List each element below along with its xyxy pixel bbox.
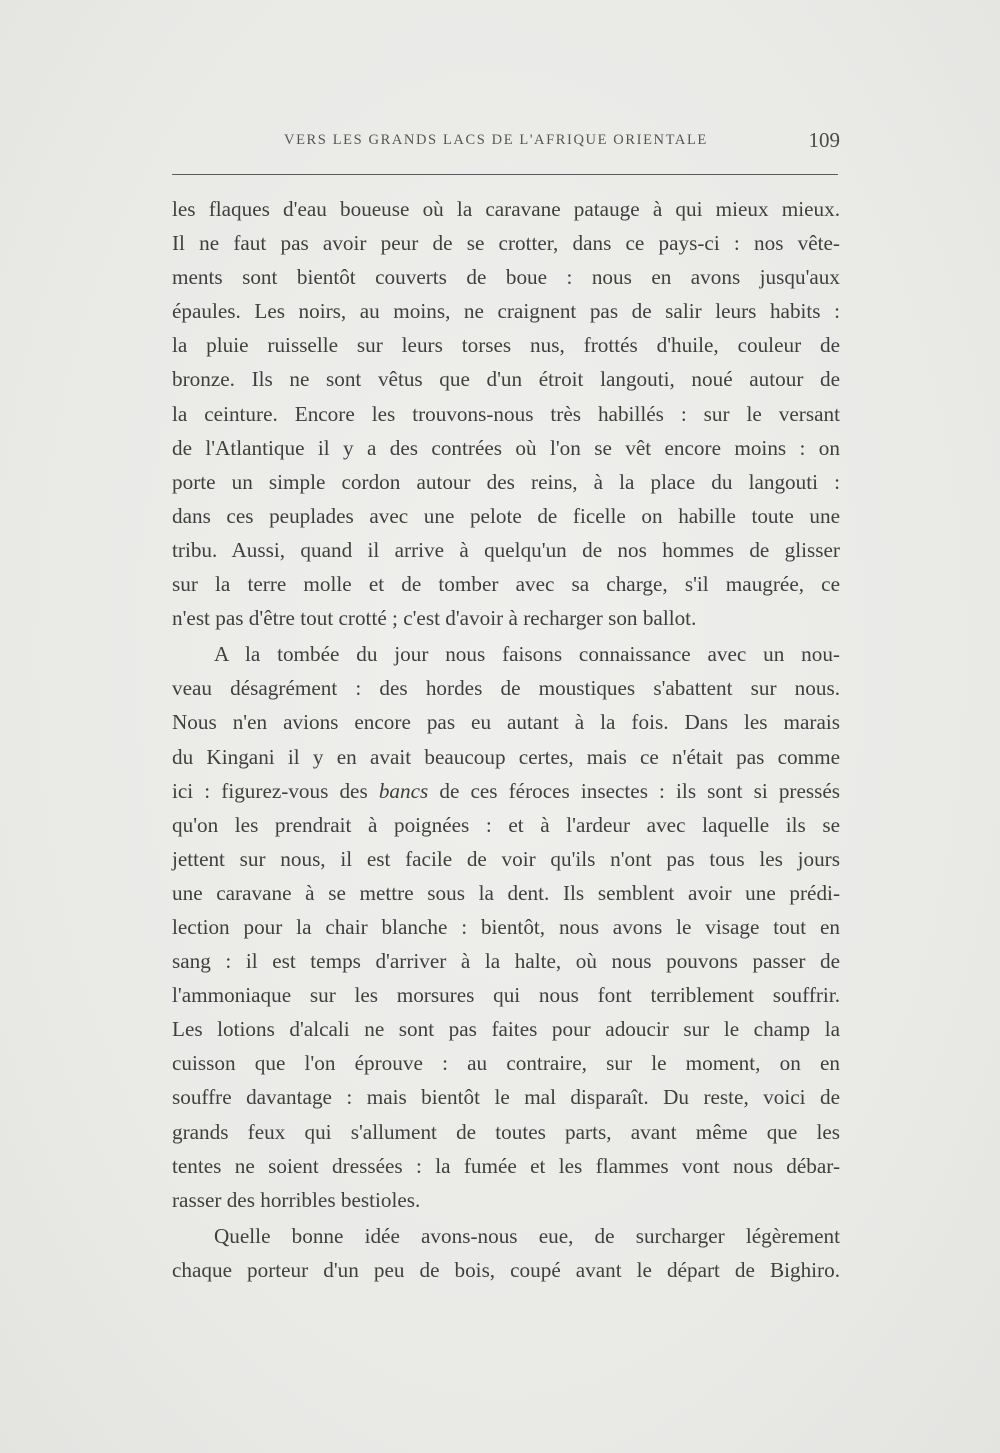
text-line: bronze. Ils ne sont vêtus que d'un étroit langouti, noué autour de [172, 367, 840, 392]
text-line: Nous n'en avions encore pas eu autant à la fois. Dans les marais [172, 710, 840, 735]
text-line: qu'on les prendrait à poignées : et à l'ardeur avec laquelle ils se [172, 812, 840, 837]
text-line: veau désagrément : des hordes de moustiques s'abattent sur nous. [172, 676, 840, 701]
text-line: Il ne faut pas avoir peur de se crotter, dans ce pays-ci : nos vête- [172, 231, 840, 256]
text-line: l'ammoniaque sur les morsures qui nous font terriblement souffrir. [172, 983, 840, 1008]
running-title: VERS LES GRANDS LACS DE L'AFRIQUE ORIENTALE [284, 132, 708, 148]
text-line: rasser des horribles bestioles. [172, 1187, 421, 1212]
text-line: du Kingani il y en avait beaucoup certes, mais ce n'était pas comme [172, 744, 840, 769]
paragraph-3 [172, 1219, 840, 1287]
paragraph-1 [172, 192, 840, 635]
text-line: A la tombée du jour nous faisons connaissance avec un nou- [214, 642, 840, 667]
body-text [172, 192, 840, 1287]
italic-word: bancs [378, 778, 429, 803]
text-segment: de ces féroces insectes : ils sont si pressés [439, 778, 841, 803]
text-line: grands feux qui s'allument de toutes parts, avant même que les [172, 1119, 840, 1144]
text-line: cuisson que l'on éprouve : au contraire, sur le moment, on en [172, 1051, 840, 1076]
text-line: sur la terre molle et de tomber avec sa charge, s'il maugrée, ce [172, 572, 840, 597]
text-line: chaque porteur d'un peu de bois, coupé avant le départ de Bighiro. [172, 1257, 840, 1282]
text-line: sang : il est temps d'arriver à la halte, où nous pouvons passer de [172, 949, 840, 974]
text-line: de l'Atlantique il y a des contrées où l'on se vêt encore moins : on [172, 435, 840, 460]
text-line: n'est pas d'être tout crotté ; c'est d'avoir à recharger son ballot. [172, 606, 697, 631]
text-line: lection pour la chair blanche : bientôt, nous avons le visage tout en [172, 914, 840, 939]
text-line: Les lotions d'alcali ne sont pas faites pour adoucir sur le champ la [172, 1017, 840, 1042]
text-line: tribu. Aussi, quand il arrive à quelqu'un de nos hommes de glisser [172, 537, 840, 562]
page-number: 109 [808, 128, 840, 152]
header-rule [172, 174, 838, 175]
text-line: ments sont bientôt couverts de boue : nous en avons jusqu'aux [172, 265, 840, 290]
paragraph-2 [172, 637, 840, 1217]
text-line: souffre davantage : mais bientôt le mal disparaît. Du reste, voici de [172, 1085, 840, 1110]
text-line: épaules. Les noirs, au moins, ne craignent pas de salir leurs habits : [172, 299, 840, 324]
text-line: une caravane à se mettre sous la dent. Ils semblent avoir une prédi- [172, 880, 840, 905]
running-header [172, 128, 840, 158]
text-line: Quelle bonne idée avons-nous eue, de surcharger légèrement [214, 1223, 840, 1248]
text-line: porte un simple cordon autour des reins, à la place du langouti : [172, 469, 840, 494]
text-line: tentes ne soient dressées : la fumée et les flammes vont nous débar- [172, 1153, 840, 1178]
text-line: les flaques d'eau boueuse où la caravane patauge à qui mieux mieux. [172, 197, 840, 221]
text-line: la pluie ruisselle sur leurs torses nus, frottés d'huile, couleur de [172, 333, 840, 358]
text-line: dans ces peuplades avec une pelote de ficelle on habille toute une [172, 503, 840, 528]
text-line: jettent sur nous, il est facile de voir qu'ils n'ont pas tous les jours [172, 846, 840, 871]
text-line: la ceinture. Encore les trouvons-nous très habillés : sur le versant [172, 401, 840, 426]
text-segment: ici : figurez-vous des [172, 778, 368, 803]
text-line-mixed [172, 774, 840, 808]
